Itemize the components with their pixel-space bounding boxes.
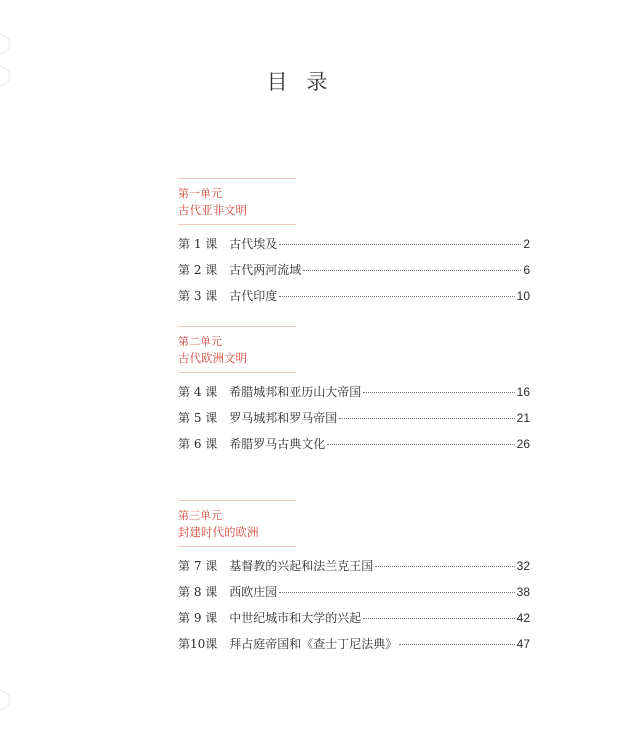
- page-number: 42: [516, 611, 530, 625]
- toc-entry[interactable]: [178, 235, 530, 261]
- lesson-number: 第 7 课: [178, 559, 218, 573]
- lesson-number: 第 3 课: [178, 289, 218, 303]
- dot-leader: [279, 592, 514, 593]
- unit-section-2: [178, 326, 550, 461]
- lesson-number: 第 4 课: [178, 385, 218, 399]
- page-number: 10: [516, 289, 530, 303]
- page-title: 目 录: [266, 70, 334, 94]
- toc-entry[interactable]: [178, 435, 530, 461]
- unit-label: 第一单元: [178, 187, 222, 200]
- unit-section-3: [178, 500, 550, 661]
- dot-leader: [363, 618, 514, 619]
- lesson-number: 第 9 课: [178, 611, 218, 625]
- lesson-title: 罗马城邦和罗马帝国: [229, 411, 338, 425]
- lesson-title: 希腊罗马古典文化: [229, 437, 326, 451]
- lesson-number: 第 6 课: [178, 437, 218, 451]
- dot-leader: [339, 418, 514, 419]
- dot-leader: [363, 392, 514, 393]
- toc-entry[interactable]: [178, 557, 530, 583]
- lesson-number: 第 8 课: [178, 585, 218, 599]
- unit-section-1: [178, 178, 550, 313]
- lesson-title: 古代埃及: [229, 237, 278, 251]
- lesson-title: 希腊城邦和亚历山大帝国: [229, 385, 362, 399]
- lesson-title: 西欧庄园: [229, 585, 278, 599]
- unit-divider: [178, 500, 296, 501]
- page-number: 6: [523, 263, 530, 277]
- binder-hole: [0, 34, 10, 54]
- page-number: 26: [516, 437, 530, 451]
- lesson-title: 古代两河流域: [229, 263, 302, 277]
- dot-leader: [303, 270, 521, 271]
- lesson-title: 拜占庭帝国和《查士丁尼法典》: [229, 637, 398, 651]
- toc-entry[interactable]: [178, 409, 530, 435]
- unit-divider: [178, 372, 296, 373]
- unit-divider: [178, 546, 296, 547]
- page-number: 16: [516, 385, 530, 399]
- page-number: 32: [516, 559, 530, 573]
- unit-label: 第三单元: [178, 509, 222, 522]
- dot-leader: [327, 444, 514, 445]
- unit-divider: [178, 326, 296, 327]
- unit-divider: [178, 224, 296, 225]
- lesson-number: 第 5 课: [178, 411, 218, 425]
- toc-entry[interactable]: [178, 635, 530, 661]
- lesson-number: 第 2 课: [178, 263, 218, 277]
- unit-name: 封建时代的欧洲: [178, 525, 259, 539]
- lesson-title: 古代印度: [229, 289, 278, 303]
- dot-leader: [399, 644, 514, 645]
- dot-leader: [279, 244, 521, 245]
- lesson-title: 中世纪城市和大学的兴起: [229, 611, 362, 625]
- unit-name: 古代欧洲文明: [178, 351, 247, 365]
- page-number: 21: [516, 411, 530, 425]
- page-number: 47: [516, 637, 530, 651]
- unit-name: 古代亚非文明: [178, 203, 247, 217]
- lesson-title: 基督教的兴起和法兰克王国: [229, 559, 374, 573]
- dot-leader: [279, 296, 514, 297]
- lesson-number: 第 1 课: [178, 237, 218, 251]
- toc-entry[interactable]: [178, 287, 530, 313]
- page-number: 2: [523, 237, 530, 251]
- unit-label: 第二单元: [178, 335, 222, 348]
- toc-entry[interactable]: [178, 383, 530, 409]
- unit-divider: [178, 178, 296, 179]
- page-number: 38: [516, 585, 530, 599]
- toc-entry[interactable]: [178, 583, 530, 609]
- toc-entry[interactable]: [178, 609, 530, 635]
- binder-hole: [0, 690, 10, 710]
- lesson-number: 第10课: [178, 637, 218, 651]
- toc-entry[interactable]: [178, 261, 530, 287]
- dot-leader: [375, 566, 514, 567]
